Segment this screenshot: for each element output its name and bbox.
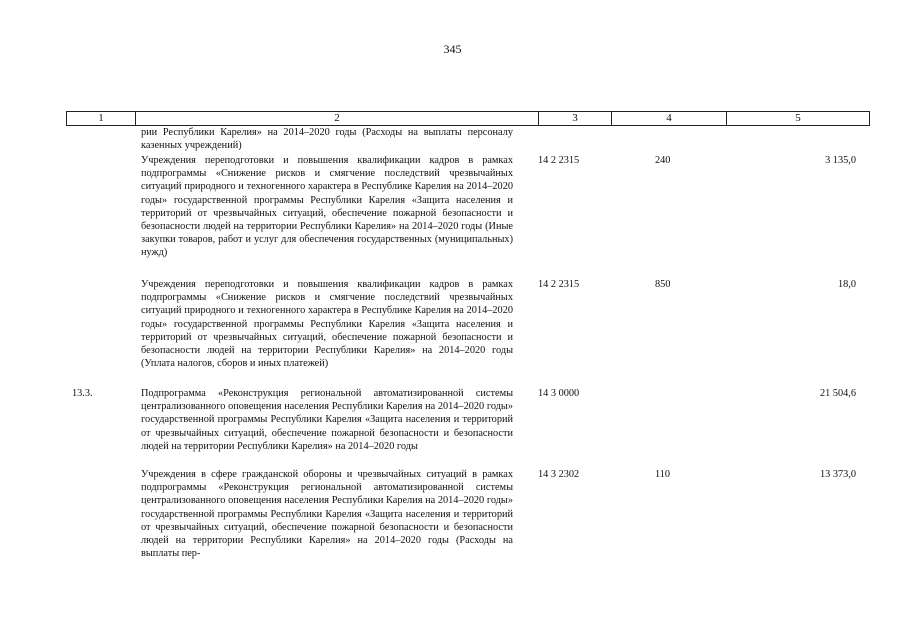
row-amount: 18,0 (837, 279, 856, 290)
page-number: 345 (443, 42, 462, 56)
column-header: 1 (67, 112, 136, 125)
row-description: Учреждения переподготовки и повышения квалификации кадров в рамках подпрограммы «Снижение рисков и смягчение последствий чрезвычайных ситуаций природного и техногенного характера в Республике Карелия на 2014–2020 годы» государственной программы Республики Карелия «Защита населения и территорий от чрезвычайных ситуаций, обеспечение пожарной безопасности и безопасности людей на территории Республики Карелия» на 2014–2020 годы (Уплата налогов, сборов и иных платежей) (141, 279, 513, 370)
row-code: 14 2 2315 (538, 155, 580, 166)
row-expense-type: 240 (655, 155, 671, 166)
table-header (66, 111, 870, 126)
row-description: Учреждения переподготовки и повышения квалификации кадров в рамках подпрограммы «Снижение рисков и смягчение последствий чрезвычайных ситуаций природного и техногенного характера в Республике Карелия на 2014–2020 годы» государственной программы Республики Карелия «Защита населения и территорий от чрезвычайных ситуаций, обеспечение пожарной безопасности и безопасности людей на территории Республики Карелия» на 2014–2020 годы (Иные закупки товаров, работ и услуг для обеспечения государственных (муниципальных) нужд) (141, 155, 513, 259)
row-amount: 3 135,0 (825, 155, 856, 166)
row-description: Учреждения в сфере гражданской обороны и чрезвычайных ситуаций в рамках подпрограммы «Реконструкция региональной автоматизированной системы централизованного оповещения населения Республики Карелия на 2014–2020 годы» государственной программы Республики Карелия «Защита населения и территорий от чрезвычайных ситуаций, обеспечение пожарной безопасности и безопасности людей на территории Республики Карелия» на 2014–2020 годы (Расходы на выплаты пер- (141, 469, 513, 560)
column-header: 4 (612, 112, 727, 125)
row-amount: 13 373,0 (819, 469, 856, 480)
column-header: 5 (795, 112, 801, 124)
column-header: 3 (539, 112, 612, 125)
row-code: 14 3 0000 (538, 388, 580, 399)
row-amount: 21 504,6 (819, 388, 856, 399)
row-number: 13.3. (72, 388, 93, 399)
row-description: Подпрограмма «Реконструкция региональной автоматизированной системы централизованного оповещения населения Республики Карелия на 2014–2020 годы» государственной программы Республики Карелия «Защита населения и территорий от чрезвычайных ситуаций, обеспечение пожарной безопасности и безопасности людей на территории Республики Карелия» на 2014–2020 годы (141, 388, 513, 452)
row-expense-type: 110 (655, 469, 671, 480)
row-code: 14 2 2315 (538, 279, 580, 290)
row-code: 14 3 2302 (538, 469, 580, 480)
row-expense-type: 850 (655, 279, 671, 290)
column-header: 2 (136, 112, 539, 125)
row-description: рии Республики Карелия» на 2014–2020 годы (Расходы на выплаты персоналу казенных учреждений) (141, 127, 513, 152)
